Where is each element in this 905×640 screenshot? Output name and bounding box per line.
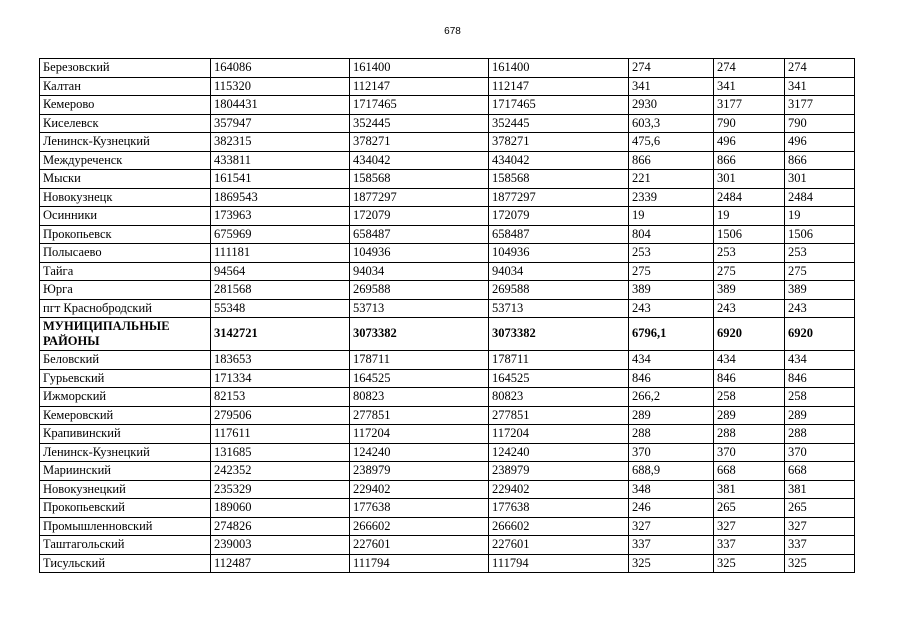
row-name-cell: Тайга [40,262,211,281]
row-name-cell: Березовский [40,59,211,78]
value-cell: 325 [714,554,785,573]
value-cell: 82153 [211,388,350,407]
value-cell: 434 [785,351,855,370]
value-cell: 242352 [211,462,350,481]
table-row [40,406,855,425]
table-row [40,96,855,115]
value-cell: 161400 [350,59,489,78]
value-cell: 221 [629,170,714,189]
value-cell: 1877297 [350,188,489,207]
row-name-cell: Ленинск-Кузнецкий [40,133,211,152]
row-name-cell: пгт Краснобродский [40,299,211,318]
value-cell: 325 [629,554,714,573]
value-cell: 3177 [714,96,785,115]
value-cell: 246 [629,499,714,518]
value-cell: 111794 [350,554,489,573]
value-cell: 668 [714,462,785,481]
value-cell: 1869543 [211,188,350,207]
row-name-cell: Новокузнецкий [40,480,211,499]
value-cell: 866 [714,151,785,170]
value-cell: 866 [629,151,714,170]
value-cell: 275 [629,262,714,281]
section-header-row [40,318,855,351]
value-cell: 1506 [714,225,785,244]
value-cell: 6796,1 [629,318,714,351]
value-cell: 265 [714,499,785,518]
value-cell: 434042 [489,151,629,170]
value-cell: 172079 [489,207,629,226]
value-cell: 327 [629,517,714,536]
value-cell: 269588 [489,281,629,300]
value-cell: 189060 [211,499,350,518]
value-cell: 378271 [350,133,489,152]
value-cell: 337 [714,536,785,555]
value-cell: 658487 [350,225,489,244]
value-cell: 80823 [350,388,489,407]
table-row [40,77,855,96]
row-name-cell: Беловский [40,351,211,370]
value-cell: 112147 [350,77,489,96]
value-cell: 229402 [489,480,629,499]
table-row [40,207,855,226]
value-cell: 164525 [350,369,489,388]
value-cell: 341 [629,77,714,96]
table-row [40,188,855,207]
table-row [40,281,855,300]
value-cell: 178711 [489,351,629,370]
value-cell: 433811 [211,151,350,170]
value-cell: 111794 [489,554,629,573]
row-name-cell: Гурьевский [40,369,211,388]
value-cell: 658487 [489,225,629,244]
value-cell: 289 [714,406,785,425]
row-name-cell: Тисульский [40,554,211,573]
value-cell: 124240 [350,443,489,462]
value-cell: 2484 [785,188,855,207]
table-row [40,244,855,263]
value-cell: 327 [785,517,855,536]
value-cell: 131685 [211,443,350,462]
value-cell: 243 [629,299,714,318]
value-cell: 53713 [350,299,489,318]
value-cell: 117204 [489,425,629,444]
value-cell: 55348 [211,299,350,318]
value-cell: 389 [714,281,785,300]
value-cell: 164086 [211,59,350,78]
value-cell: 117204 [350,425,489,444]
value-cell: 337 [629,536,714,555]
value-cell: 274 [714,59,785,78]
value-cell: 1804431 [211,96,350,115]
value-cell: 325 [785,554,855,573]
value-cell: 115320 [211,77,350,96]
row-name-cell: Крапивинский [40,425,211,444]
value-cell: 266,2 [629,388,714,407]
value-cell: 104936 [489,244,629,263]
table-row [40,262,855,281]
value-cell: 846 [629,369,714,388]
table-row [40,554,855,573]
row-name-cell: Юрга [40,281,211,300]
value-cell: 337 [785,536,855,555]
value-cell: 94034 [350,262,489,281]
value-cell: 804 [629,225,714,244]
value-cell: 603,3 [629,114,714,133]
row-name-cell: Осинники [40,207,211,226]
value-cell: 352445 [350,114,489,133]
value-cell: 158568 [350,170,489,189]
value-cell: 289 [629,406,714,425]
value-cell: 301 [785,170,855,189]
value-cell: 1717465 [489,96,629,115]
value-cell: 846 [714,369,785,388]
value-cell: 253 [714,244,785,263]
table-row [40,133,855,152]
row-name-cell: Таштагольский [40,536,211,555]
value-cell: 111181 [211,244,350,263]
value-cell: 277851 [489,406,629,425]
row-name-cell: Мариинский [40,462,211,481]
value-cell: 164525 [489,369,629,388]
value-cell: 378271 [489,133,629,152]
value-cell: 327 [714,517,785,536]
value-cell: 94034 [489,262,629,281]
value-cell: 161541 [211,170,350,189]
value-cell: 288 [629,425,714,444]
value-cell: 668 [785,462,855,481]
value-cell: 341 [785,77,855,96]
value-cell: 3142721 [211,318,350,351]
value-cell: 1877297 [489,188,629,207]
value-cell: 381 [714,480,785,499]
value-cell: 171334 [211,369,350,388]
value-cell: 253 [629,244,714,263]
value-cell: 243 [785,299,855,318]
value-cell: 357947 [211,114,350,133]
value-cell: 370 [785,443,855,462]
value-cell: 348 [629,480,714,499]
value-cell: 341 [714,77,785,96]
value-cell: 389 [629,281,714,300]
value-cell: 266602 [350,517,489,536]
value-cell: 269588 [350,281,489,300]
value-cell: 112487 [211,554,350,573]
row-name-cell: Новокузнецк [40,188,211,207]
value-cell: 3177 [785,96,855,115]
row-name-cell: Киселевск [40,114,211,133]
table-row [40,151,855,170]
row-name-cell: Полысаево [40,244,211,263]
table-row [40,369,855,388]
value-cell: 177638 [489,499,629,518]
value-cell: 352445 [489,114,629,133]
value-cell: 1506 [785,225,855,244]
table-row [40,462,855,481]
table-row [40,536,855,555]
value-cell: 238979 [350,462,489,481]
value-cell: 475,6 [629,133,714,152]
value-cell: 496 [785,133,855,152]
data-table [39,58,855,573]
value-cell: 80823 [489,388,629,407]
table-row [40,517,855,536]
value-cell: 19 [714,207,785,226]
value-cell: 172079 [350,207,489,226]
value-cell: 258 [785,388,855,407]
value-cell: 161400 [489,59,629,78]
value-cell: 688,9 [629,462,714,481]
row-name-cell: Прокопьевск [40,225,211,244]
value-cell: 2339 [629,188,714,207]
row-name-cell: Промышленновский [40,517,211,536]
value-cell: 289 [785,406,855,425]
value-cell: 94564 [211,262,350,281]
table-row [40,170,855,189]
value-cell: 1717465 [350,96,489,115]
value-cell: 279506 [211,406,350,425]
table-row [40,351,855,370]
value-cell: 275 [785,262,855,281]
value-cell: 846 [785,369,855,388]
row-name-cell: МУНИЦИПАЛЬНЫЕ РАЙОНЫ [40,318,211,351]
value-cell: 6920 [714,318,785,351]
value-cell: 177638 [350,499,489,518]
value-cell: 3073382 [489,318,629,351]
value-cell: 281568 [211,281,350,300]
value-cell: 19 [629,207,714,226]
value-cell: 227601 [489,536,629,555]
page-number: 678 [444,26,461,37]
table-row [40,114,855,133]
value-cell: 124240 [489,443,629,462]
value-cell: 434 [714,351,785,370]
value-cell: 275 [714,262,785,281]
table-row [40,425,855,444]
table-row [40,225,855,244]
value-cell: 117611 [211,425,350,444]
value-cell: 288 [714,425,785,444]
value-cell: 274 [785,59,855,78]
table-row [40,299,855,318]
value-cell: 238979 [489,462,629,481]
table-row [40,443,855,462]
table-row [40,59,855,78]
value-cell: 19 [785,207,855,226]
value-cell: 239003 [211,536,350,555]
value-cell: 288 [785,425,855,444]
value-cell: 53713 [489,299,629,318]
value-cell: 158568 [489,170,629,189]
value-cell: 790 [714,114,785,133]
value-cell: 266602 [489,517,629,536]
value-cell: 790 [785,114,855,133]
value-cell: 253 [785,244,855,263]
value-cell: 183653 [211,351,350,370]
value-cell: 173963 [211,207,350,226]
value-cell: 2930 [629,96,714,115]
value-cell: 389 [785,281,855,300]
value-cell: 235329 [211,480,350,499]
table-row [40,388,855,407]
value-cell: 496 [714,133,785,152]
value-cell: 3073382 [350,318,489,351]
value-cell: 6920 [785,318,855,351]
value-cell: 178711 [350,351,489,370]
value-cell: 2484 [714,188,785,207]
row-name-cell: Кемерово [40,96,211,115]
row-name-cell: Кемеровский [40,406,211,425]
value-cell: 274826 [211,517,350,536]
value-cell: 274 [629,59,714,78]
value-cell: 104936 [350,244,489,263]
value-cell: 434 [629,351,714,370]
value-cell: 370 [714,443,785,462]
row-name-cell: Ленинск-Кузнецкий [40,443,211,462]
value-cell: 381 [785,480,855,499]
value-cell: 229402 [350,480,489,499]
table-row [40,480,855,499]
value-cell: 675969 [211,225,350,244]
value-cell: 382315 [211,133,350,152]
value-cell: 301 [714,170,785,189]
value-cell: 866 [785,151,855,170]
row-name-cell: Прокопьевский [40,499,211,518]
value-cell: 265 [785,499,855,518]
value-cell: 243 [714,299,785,318]
row-name-cell: Калтан [40,77,211,96]
row-name-cell: Мыски [40,170,211,189]
value-cell: 370 [629,443,714,462]
row-name-cell: Междуреченск [40,151,211,170]
table-row [40,499,855,518]
value-cell: 277851 [350,406,489,425]
value-cell: 227601 [350,536,489,555]
value-cell: 434042 [350,151,489,170]
value-cell: 258 [714,388,785,407]
row-name-cell: Ижморский [40,388,211,407]
value-cell: 112147 [489,77,629,96]
